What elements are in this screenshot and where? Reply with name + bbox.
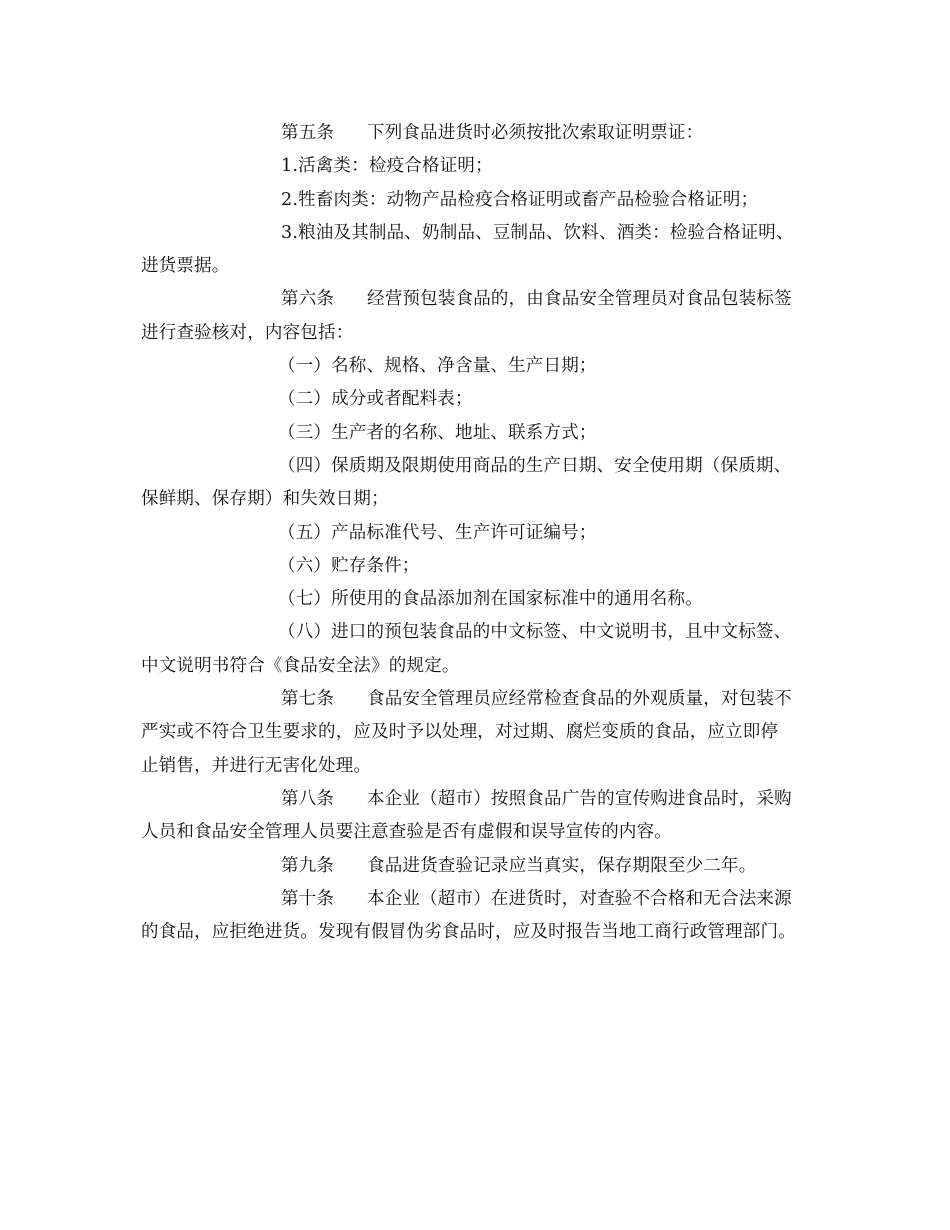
article-text: 食品安全管理员应经常检查食品的外观质量，对包装不 xyxy=(367,689,792,710)
list-item: 2.牲畜肉类：动物产品检疫合格证明或畜产品检验合格证明； xyxy=(281,189,759,210)
article-number: 第五条 xyxy=(281,123,335,143)
continuation-line: 保鲜期、保存期）和失效日期； xyxy=(141,489,389,510)
list-item: （七）所使用的食品添加剂在国家标准中的通用名称。 xyxy=(278,589,703,610)
article-9-heading xyxy=(141,850,831,883)
article-text: 本企业（超市）按照食品广告的宣传购进食品时，采购 xyxy=(367,788,792,809)
article-number: 第七条 xyxy=(281,689,335,710)
list-item: （五）产品标准代号、生产许可证编号； xyxy=(278,522,597,543)
list-item: （一）名称、规格、净含量、生产日期； xyxy=(278,356,597,377)
article-text: 食品进货查验记录应当真实，保存期限至少二年。 xyxy=(367,855,757,876)
list-item: （六）贮存条件； xyxy=(278,555,420,576)
article-number: 第十条 xyxy=(281,888,335,909)
list-item: （八）进口的预包装食品的中文标签、中文说明书，且中文标签、 xyxy=(278,622,792,643)
list-item: （三）生产者的名称、地址、联系方式； xyxy=(278,422,597,443)
list-item: （四）保质期及限期使用商品的生产日期、安全使用期（保质期、 xyxy=(278,455,792,476)
document-body xyxy=(141,117,831,949)
article-5-heading xyxy=(141,117,831,150)
continuation-line: 进行查验核对，内容包括： xyxy=(141,322,354,343)
list-item: 3.粮油及其制品、奶制品、豆制品、饮料、酒类：检验合格证明、 xyxy=(281,222,794,243)
article-text: 下列食品进货时必须按批次索取证明票证： xyxy=(367,123,704,143)
continuation-line: 进货票据。 xyxy=(141,256,230,277)
article-10-heading xyxy=(141,883,831,916)
article-7-heading xyxy=(141,683,831,716)
list-item: （二）成分或者配料表； xyxy=(278,389,473,410)
article-text: 本企业（超市）在进货时，对查验不合格和无合法来源 xyxy=(367,888,792,909)
article-6-heading xyxy=(141,283,831,316)
article-number: 第九条 xyxy=(281,855,335,876)
article-number: 第六条 xyxy=(281,289,335,310)
continuation-line: 严实或不符合卫生要求的，应及时予以处理，对过期、腐烂变质的食品，应立即停 xyxy=(141,722,779,743)
article-number: 第八条 xyxy=(281,788,335,809)
continuation-line: 的食品，应拒绝进货。发现有假冒伪劣食品时，应及时报告当地工商行政管理部门。 xyxy=(141,922,796,943)
article-text: 经营预包装食品的，由食品安全管理员对食品包装标签 xyxy=(367,289,792,310)
article-8-heading xyxy=(141,783,831,816)
continuation-line: 人员和食品安全管理人员要注意查验是否有虚假和误导宣传的内容。 xyxy=(141,822,672,843)
continuation-line: 中文说明书符合《食品安全法》的规定。 xyxy=(141,655,460,676)
list-item: 1.活禽类：检疫合格证明； xyxy=(281,156,493,177)
continuation-line: 止销售，并进行无害化处理。 xyxy=(141,755,372,776)
